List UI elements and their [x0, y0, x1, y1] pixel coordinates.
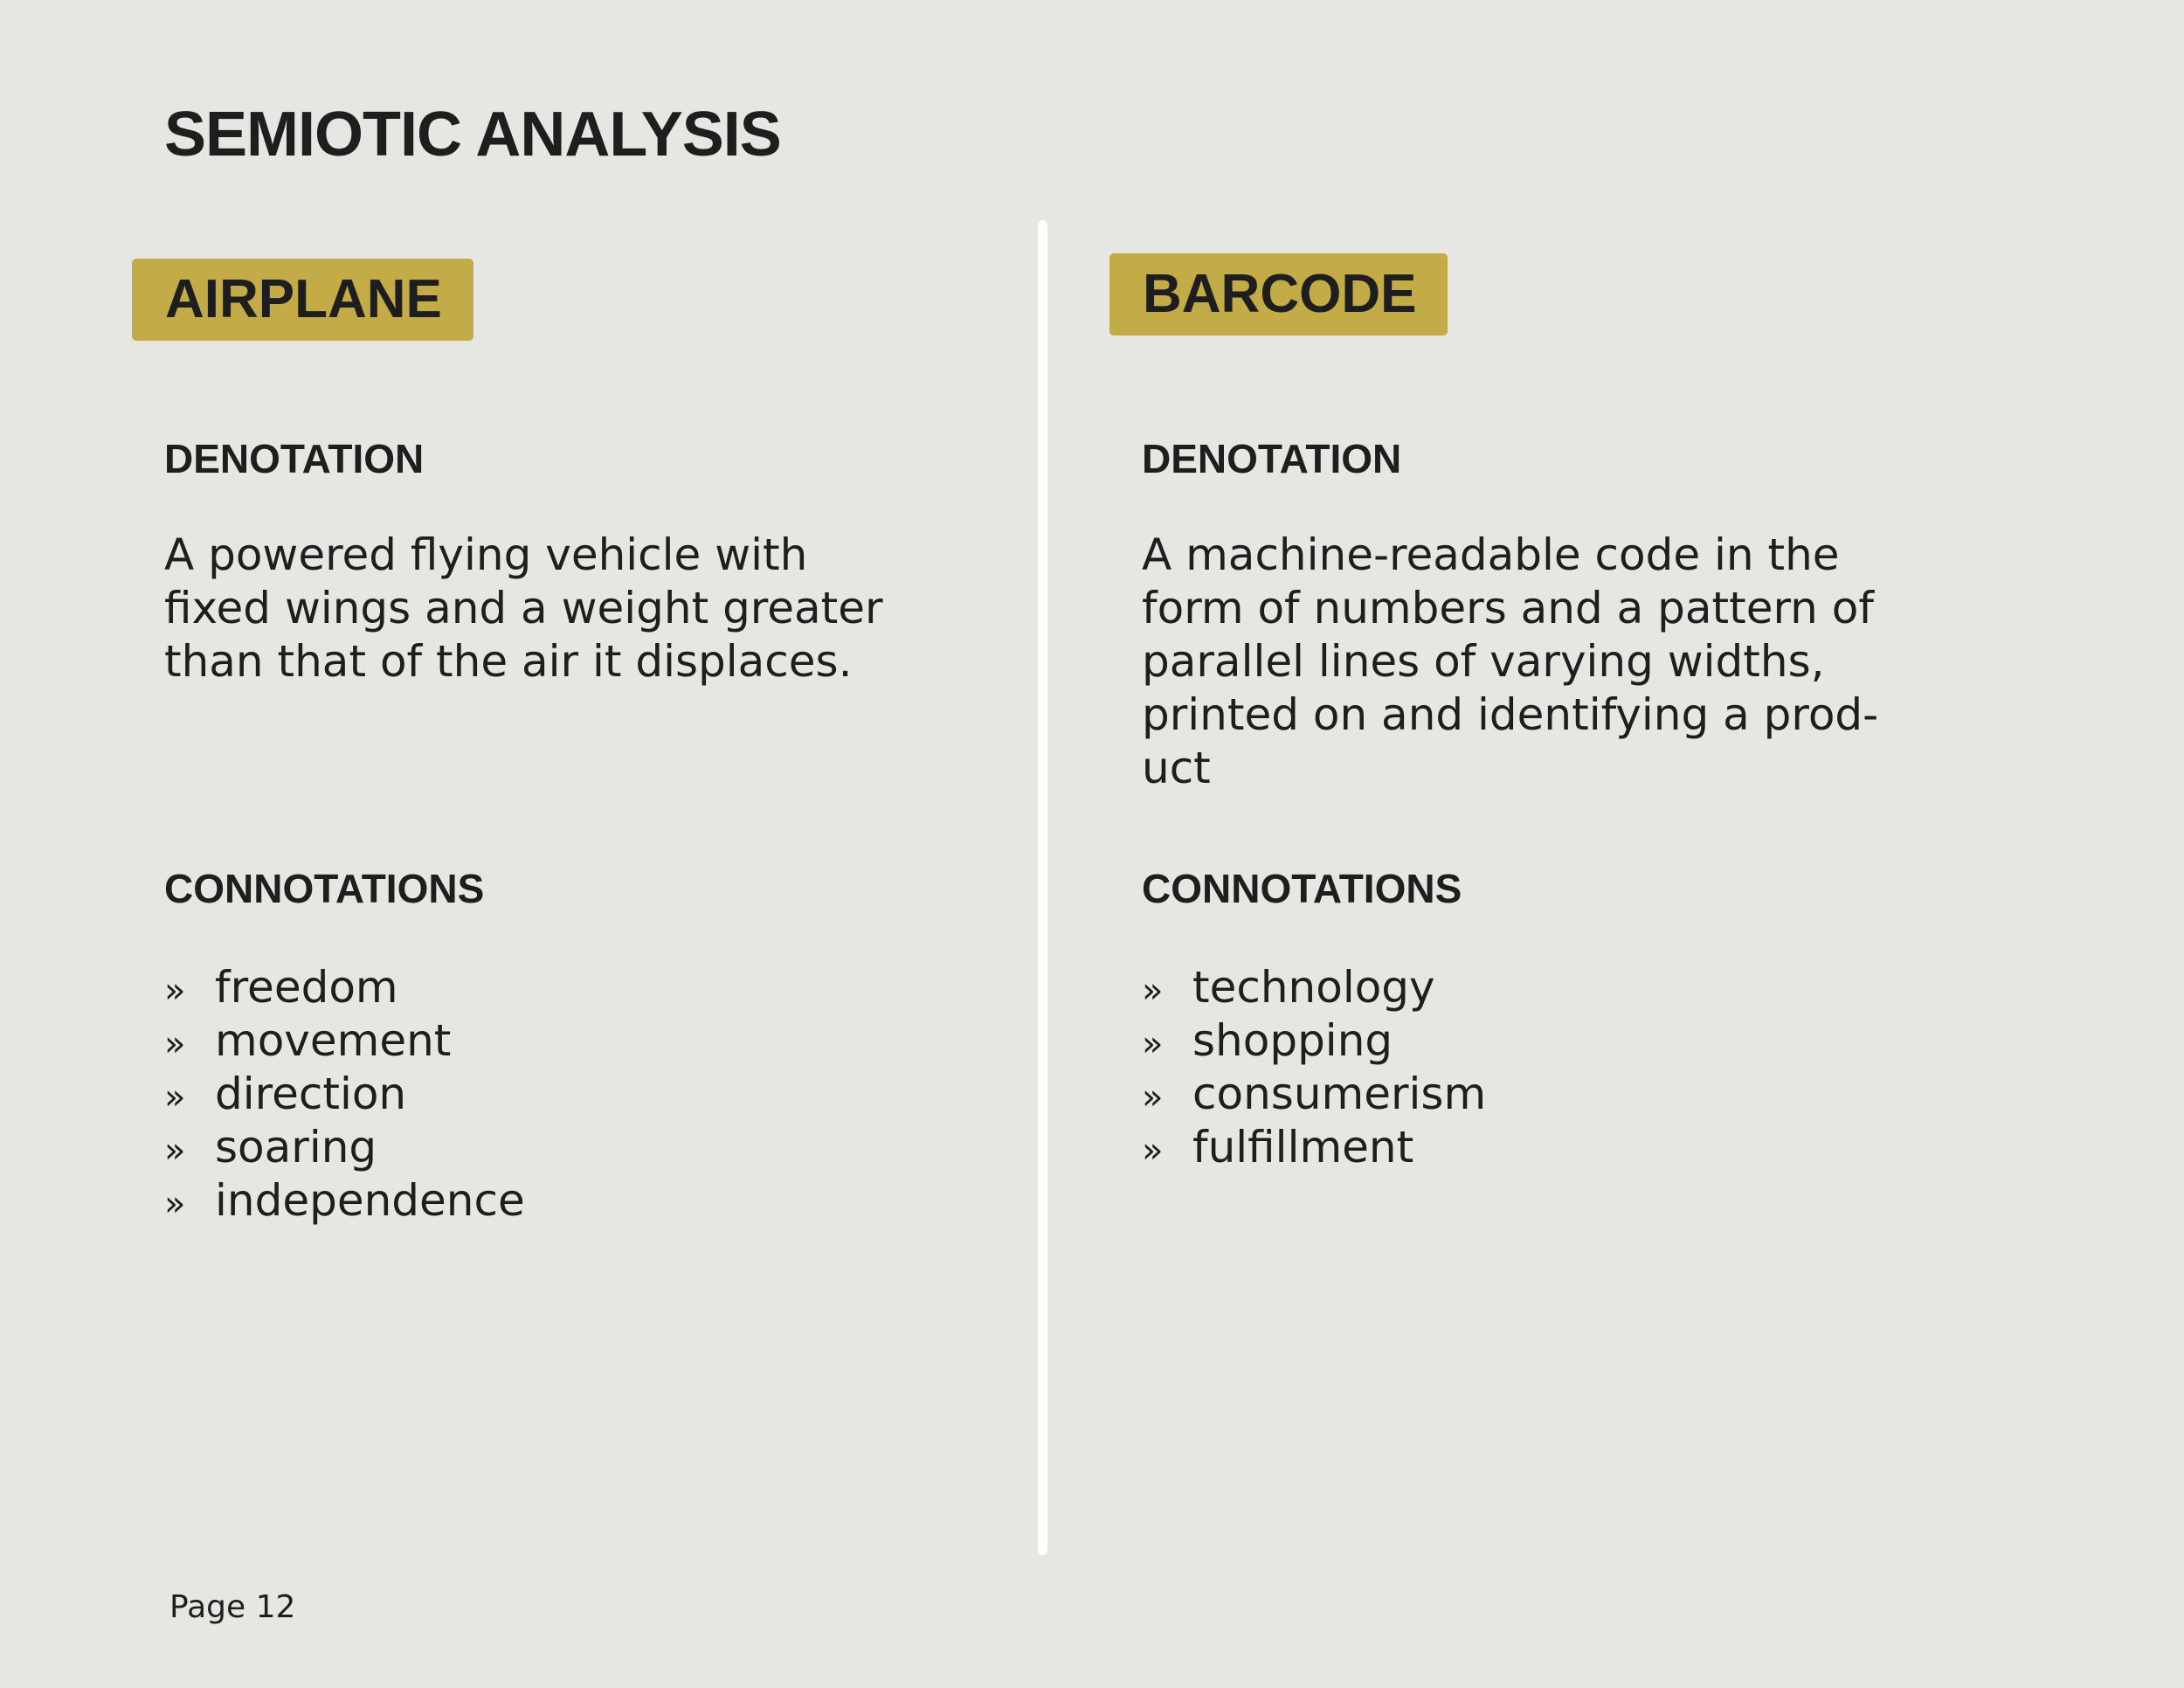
bullet-icon: »	[1142, 1131, 1164, 1171]
list-item	[1142, 1014, 1486, 1068]
denotation-line: A powered flying vehicle with	[164, 529, 808, 580]
denotation-line: A machine-readable code in the	[1142, 529, 1840, 580]
bullet-icon: »	[1142, 1024, 1164, 1064]
bullet-icon: »	[1142, 971, 1164, 1011]
airplane-connotations-heading: CONNOTATIONS	[164, 866, 485, 911]
denotation-line: than that of the air it displaces.	[164, 636, 853, 687]
list-item-label: direction	[215, 1069, 407, 1119]
airplane-denotation-text	[164, 529, 950, 688]
list-item-label: technology	[1192, 962, 1435, 1013]
bullet-icon: »	[164, 1024, 186, 1064]
page-number: Page 12	[169, 1589, 296, 1625]
denotation-line: uct	[1142, 743, 1211, 793]
column-divider	[1038, 220, 1047, 1555]
list-item	[164, 961, 525, 1014]
bullet-icon: »	[164, 1077, 186, 1117]
list-item-label: soaring	[215, 1122, 377, 1173]
denotation-line: parallel lines of varying widths,	[1142, 636, 1825, 687]
list-item-label: fulfillment	[1192, 1122, 1414, 1173]
denotation-line: printed on and identifying a prod-	[1142, 689, 1879, 740]
bullet-icon: »	[164, 1131, 186, 1171]
barcode-denotation-heading: DENOTATION	[1142, 436, 1402, 481]
denotation-line: fixed wings and a weight greater	[164, 583, 883, 633]
airplane-tag: AIRPLANE	[132, 259, 473, 341]
list-item	[1142, 961, 1486, 1014]
list-item	[164, 1174, 525, 1228]
barcode-connotations-list	[1142, 961, 1486, 1174]
page-title: SEMIOTIC ANALYSIS	[164, 100, 781, 169]
barcode-connotations-heading: CONNOTATIONS	[1142, 866, 1462, 911]
bullet-icon: »	[164, 1184, 186, 1224]
denotation-line: form of numbers and a pattern of	[1142, 583, 1874, 633]
list-item-label: independence	[215, 1175, 525, 1226]
list-item	[1142, 1121, 1486, 1174]
list-item	[1142, 1068, 1486, 1121]
airplane-connotations-list	[164, 961, 525, 1228]
list-item	[164, 1121, 525, 1174]
bullet-icon: »	[164, 971, 186, 1011]
list-item-label: shopping	[1192, 1015, 1393, 1066]
list-item-label: freedom	[215, 962, 398, 1013]
list-item-label: consumerism	[1192, 1069, 1487, 1119]
list-item	[164, 1068, 525, 1121]
list-item	[164, 1014, 525, 1068]
list-item-label: movement	[215, 1015, 452, 1066]
barcode-denotation-text	[1142, 529, 1963, 795]
barcode-tag: BARCODE	[1109, 253, 1448, 336]
bullet-icon: »	[1142, 1077, 1164, 1117]
airplane-denotation-heading: DENOTATION	[164, 436, 425, 481]
